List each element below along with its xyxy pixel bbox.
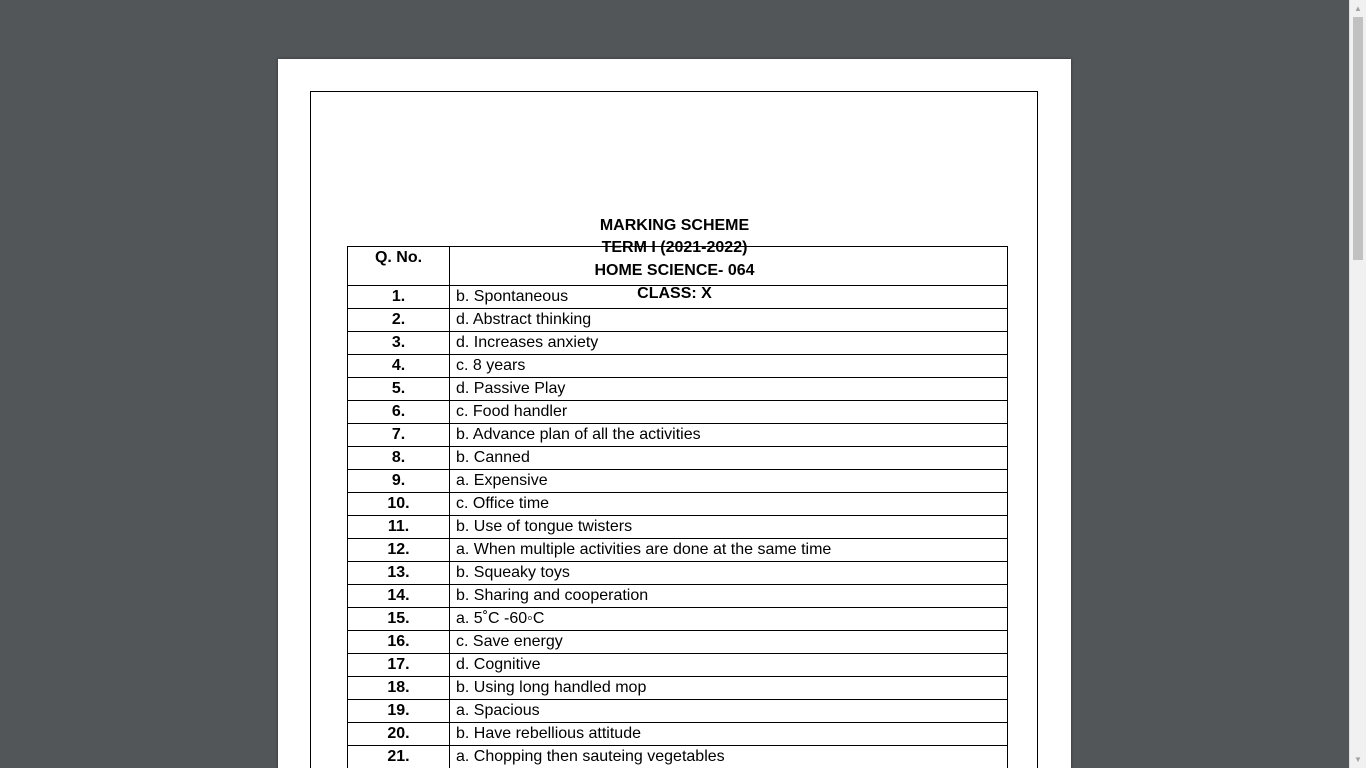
question-number: 4. — [348, 355, 450, 378]
table-row — [348, 424, 1008, 447]
title-subject: HOME SCIENCE- 064 — [594, 262, 755, 279]
answer-cell: d. Passive Play — [450, 378, 1008, 401]
table-row — [348, 309, 1008, 332]
answer-cell: c. 8 years — [450, 355, 1008, 378]
answer-cell: c. Food handler — [450, 401, 1008, 424]
answer-table — [347, 246, 1008, 768]
answer-cell: a. When multiple activities are done at the same time — [450, 539, 1008, 562]
table-row — [348, 378, 1008, 401]
question-number: 5. — [348, 378, 450, 401]
question-number: 10. — [348, 493, 450, 516]
question-number: 18. — [348, 677, 450, 700]
table-row — [348, 286, 1008, 309]
table-row — [348, 470, 1008, 493]
question-number: 9. — [348, 470, 450, 493]
scroll-thumb[interactable] — [1353, 17, 1363, 260]
scroll-up-icon[interactable]: ▲ — [1354, 4, 1362, 13]
answer-cell: d. Abstract thinking — [450, 309, 1008, 332]
header-qno: Q. No. — [348, 247, 450, 286]
question-number: 21. — [348, 746, 450, 768]
question-number: 11. — [348, 516, 450, 539]
answer-cell: b. Using long handled mop — [450, 677, 1008, 700]
answer-cell: a. Expensive — [450, 470, 1008, 493]
answer-cell: c. Save energy — [450, 631, 1008, 654]
question-number: 13. — [348, 562, 450, 585]
table-header-row — [348, 247, 1008, 286]
table-row — [348, 562, 1008, 585]
header-answer — [450, 247, 1008, 286]
answer-cell: b. Spontaneous — [450, 286, 1008, 309]
table-row — [348, 447, 1008, 470]
answer-cell: a. Chopping then sauteing vegetables — [450, 746, 1008, 768]
question-number: 17. — [348, 654, 450, 677]
answer-cell: b. Squeaky toys — [450, 562, 1008, 585]
question-number: 2. — [348, 309, 450, 332]
pdf-page — [278, 59, 1071, 768]
table-row — [348, 493, 1008, 516]
question-number: 1. — [348, 286, 450, 309]
question-number: 8. — [348, 447, 450, 470]
question-number: 19. — [348, 700, 450, 723]
question-number: 15. — [348, 608, 450, 631]
table-row — [348, 401, 1008, 424]
question-number: 20. — [348, 723, 450, 746]
table-row — [348, 332, 1008, 355]
question-number: 14. — [348, 585, 450, 608]
title-marking-scheme: MARKING SCHEME — [599, 217, 750, 234]
answer-cell: b. Sharing and cooperation — [450, 585, 1008, 608]
answer-cell: a. Spacious — [450, 700, 1008, 723]
answer-cell: d. Cognitive — [450, 654, 1008, 677]
answer-cell: b. Have rebellious attitude — [450, 723, 1008, 746]
table-row — [348, 631, 1008, 654]
table-row — [348, 516, 1008, 539]
answer-cell: c. Office time — [450, 493, 1008, 516]
question-number: 3. — [348, 332, 450, 355]
scroll-down-icon[interactable]: ▼ — [1354, 755, 1362, 764]
title-class: CLASS: X — [637, 285, 712, 302]
table-row — [348, 355, 1008, 378]
answer-cell: b. Advance plan of all the activities — [450, 424, 1008, 447]
title-term: TERM I (2021-2022) — [601, 239, 748, 256]
table-row — [348, 700, 1008, 723]
answer-cell: b. Canned — [450, 447, 1008, 470]
table-row — [348, 539, 1008, 562]
question-number: 16. — [348, 631, 450, 654]
question-number: 7. — [348, 424, 450, 447]
table-row — [348, 723, 1008, 746]
answer-cell: b. Use of tongue twisters — [450, 516, 1008, 539]
question-number: 12. — [348, 539, 450, 562]
table-row — [348, 585, 1008, 608]
answer-cell: a. 5˚C -60◦C — [450, 608, 1008, 631]
table-row — [348, 654, 1008, 677]
table-row — [348, 608, 1008, 631]
vertical-scrollbar[interactable] — [1349, 0, 1366, 768]
answer-cell: d. Increases anxiety — [450, 332, 1008, 355]
table-row — [348, 746, 1008, 768]
question-number: 6. — [348, 401, 450, 424]
table-row — [348, 677, 1008, 700]
